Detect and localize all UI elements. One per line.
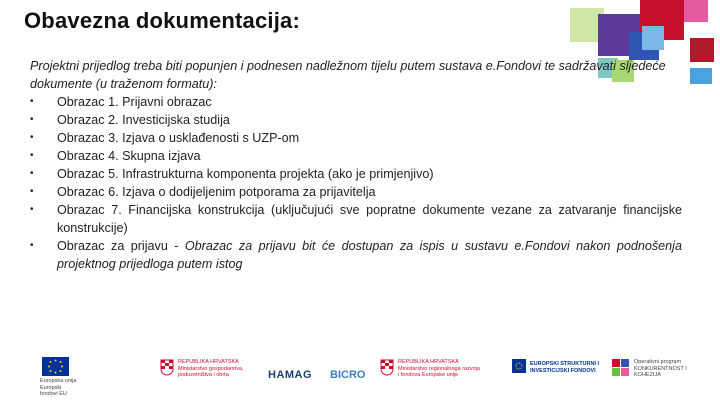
list-item-text-plain: Obrazac za prijavu - [57,239,185,253]
list-item [30,93,682,111]
hamag-logo: HAMAG [268,369,313,381]
bullet-icon: • [30,204,34,215]
op-logo-icon [612,359,630,377]
deco-square-darkred [690,38,714,62]
list-item-text: Obrazac 6. Izjava o dodijeljenim potporama za prijavitelja [57,185,376,199]
eu-flag-icon [42,357,69,376]
croatia-coat-of-arms-icon [160,359,174,377]
list-item-text: Obrazac 1. Prijavni obrazac [57,95,212,109]
bullet-icon: • [30,132,34,143]
list-item-text: Obrazac 5. Infrastrukturna komponenta projekta (ako je primjenjivo) [57,167,434,181]
list-item-text: Obrazac 7. Financijska konstrukcija (uključujući sve popratne dokumente vezane za zatvaranje financijske konstrukcije) [57,203,682,235]
intro-text: Projektni prijedlog treba biti popunjen i podnesen nadležnom tijelu putem sustava e.Fondovi te sadržavati sljedeće dokumente (u traženom formatu): [30,59,666,91]
list-item-text: Obrazac 4. Skupna izjava [57,149,201,163]
list-item [30,201,682,237]
bullet-icon: • [30,150,34,161]
ministry2-text: REPUBLIKA HRVATSKA Ministarstvo regionalnoga razvoja i fondova Europske unije [398,359,480,378]
deco-square-bluegreen [690,68,712,84]
list-item [30,129,682,147]
list-item [30,165,682,183]
footer-logos [0,349,720,405]
ministry1-text: REPUBLIKA HRVATSKA Ministarstvo gospodarstva, poduzetništva i obrta [178,359,244,378]
bullet-icon: • [30,96,34,107]
list-item-text: Obrazac 3. Izjava o usklađenosti s UZP-om [57,131,300,145]
bullet-icon: • [30,168,34,179]
deco-square-pink [684,0,708,22]
op-text: Operativni program KONKURENTNOST I KOHEZIJA [634,359,687,378]
bullet-icon: • [30,240,34,251]
document-list [30,93,682,273]
list-item-text [57,237,682,273]
esif-text: EUROPSKI STRUKTURNI I INVESTICIJSKI FONDOVI [530,361,600,374]
esif-flag-icon [512,359,526,373]
eu-text: Europska unija Europski fondovi EU [40,378,77,397]
list-item [30,237,682,273]
bullet-icon: • [30,186,34,197]
list-item [30,183,682,201]
bicro-logo: BICRO [330,369,366,381]
deco-square-lightblue [642,26,664,50]
croatia-coat-of-arms-icon-2 [380,359,394,377]
list-item-text: Obrazac 2. Investicijska studija [57,113,230,127]
list-item [30,147,682,165]
list-item-text-italic: Obrazac za prijavu bit će dostupan za ispis u sustavu e.Fondovi nakon podnošenja projektnog prijedloga putem istog [57,239,682,271]
page-title: Obavezna dokumentacija: [24,8,301,33]
list-item [30,111,682,129]
bullet-icon: • [30,114,34,125]
content-body [30,57,682,273]
